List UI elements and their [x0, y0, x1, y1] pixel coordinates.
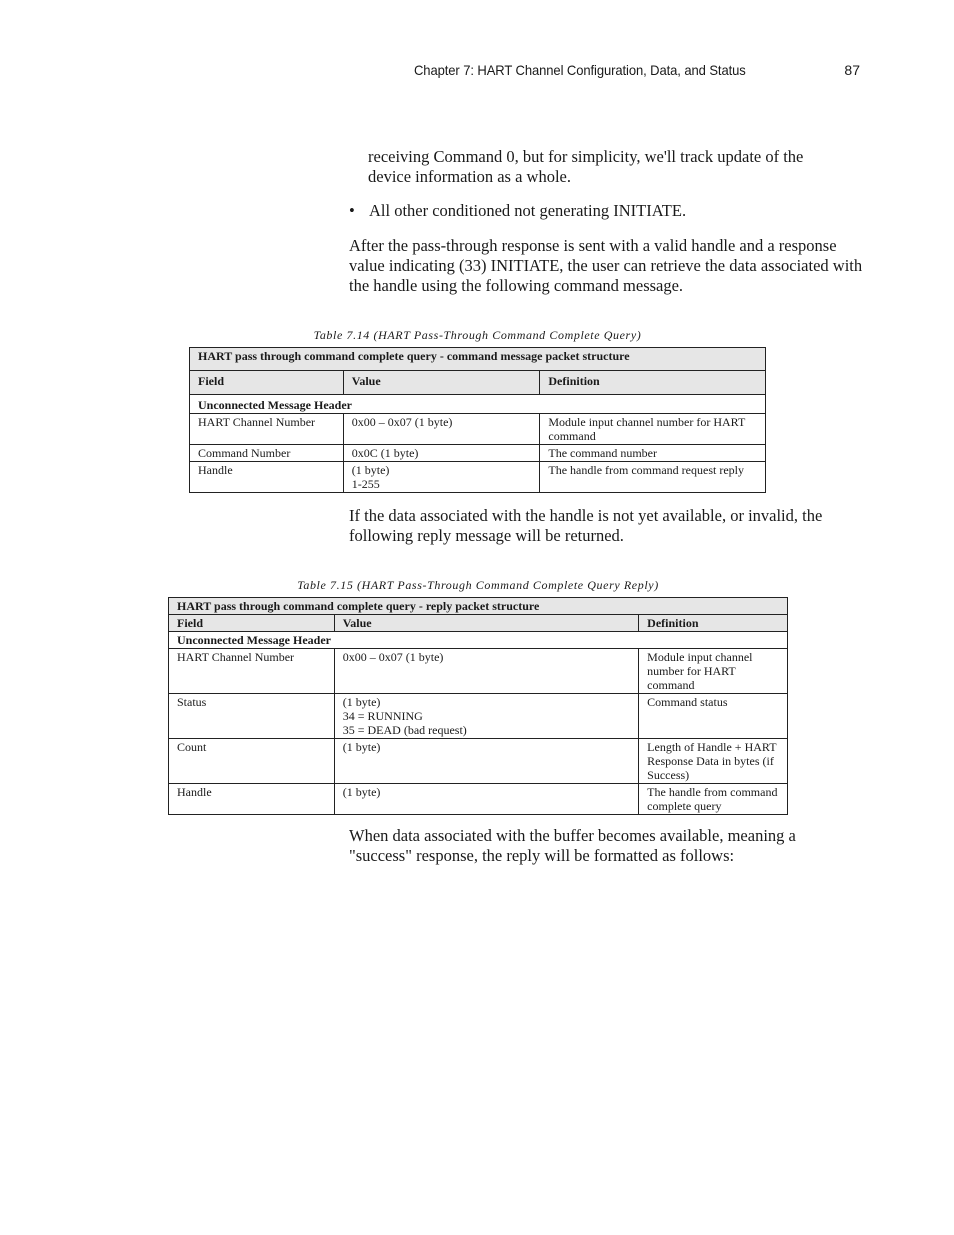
- table-title-row: [190, 348, 766, 371]
- paragraph-success: When data associated with the buffer becomes available, meaning a "success" response, the reply will be formatted as follows:: [349, 826, 796, 865]
- table-caption: Table 7.14 (HART Pass-Through Command Complete Query): [313, 328, 642, 342]
- definition-cell: Module input channel number for HART command: [639, 649, 788, 694]
- field-cell: Handle: [169, 784, 335, 815]
- field-cell: Command Number: [190, 445, 344, 462]
- paragraph-not-available: If the data associated with the handle is not yet available, or invalid, the following reply message will be returned.: [349, 506, 823, 545]
- column-header: Definition: [639, 615, 788, 632]
- definition-cell: The handle from command complete query: [639, 784, 788, 815]
- column-header: Field: [169, 615, 335, 632]
- table-header-row: [169, 615, 788, 632]
- definition-cell: Length of Handle + HART Response Data in bytes (if Success): [639, 739, 788, 784]
- table-row: [169, 784, 788, 815]
- field-cell: Handle: [190, 462, 344, 493]
- table-row: [169, 649, 788, 694]
- table-row: [169, 739, 788, 784]
- column-header: Value: [334, 615, 638, 632]
- column-header: Field: [190, 371, 344, 395]
- value-cell: (1 byte) 34 = RUNNING 35 = DEAD (bad request): [334, 694, 638, 739]
- table-title: HART pass through command complete query - command message packet structure: [190, 348, 766, 371]
- section-label: Unconnected Message Header: [169, 632, 788, 649]
- command-message-table: [189, 347, 766, 493]
- table-title-row: [169, 598, 788, 615]
- definition-cell: Command status: [639, 694, 788, 739]
- table-row: [169, 694, 788, 739]
- field-cell: HART Channel Number: [169, 649, 335, 694]
- definition-cell: Module input channel number for HART command: [540, 414, 766, 445]
- chapter-title: Chapter 7: HART Channel Configuration, Data, and Status: [414, 62, 746, 78]
- section-row: [169, 632, 788, 649]
- table-caption: Table 7.15 (HART Pass-Through Command Complete Query Reply): [297, 578, 659, 592]
- field-cell: Status: [169, 694, 335, 739]
- section-label: Unconnected Message Header: [190, 395, 766, 414]
- paragraph-pass-through: After the pass-through response is sent with a valid handle and a response value indicating (33) INITIATE, the user can retrieve the data associated with the handle using the following command message.: [349, 236, 863, 295]
- running-header: [414, 62, 860, 82]
- value-cell: 0x00 – 0x07 (1 byte): [334, 649, 638, 694]
- column-header: Definition: [540, 371, 766, 395]
- table-header-row: [190, 371, 766, 395]
- paragraph-continued: receiving Command 0, but for simplicity, we'll track update of the device information as a whole.: [368, 147, 804, 186]
- field-cell: HART Channel Number: [190, 414, 344, 445]
- table-row: [190, 462, 766, 493]
- definition-cell: The command number: [540, 445, 766, 462]
- bullet-item: [349, 201, 849, 221]
- value-cell: (1 byte): [334, 784, 638, 815]
- bullet-marker: •: [349, 201, 355, 220]
- section-row: [190, 395, 766, 414]
- value-cell: (1 byte) 1-255: [343, 462, 540, 493]
- table-row: [190, 414, 766, 445]
- page-number: 87: [844, 62, 860, 78]
- definition-cell: The handle from command request reply: [540, 462, 766, 493]
- bullet-text: All other conditioned not generating INITIATE.: [369, 201, 687, 220]
- value-cell: (1 byte): [334, 739, 638, 784]
- value-cell: 0x00 – 0x07 (1 byte): [343, 414, 540, 445]
- reply-message-table: [168, 597, 788, 815]
- table-row: [190, 445, 766, 462]
- column-header: Value: [343, 371, 540, 395]
- table-title: HART pass through command complete query - reply packet structure: [169, 598, 788, 615]
- value-cell: 0x0C (1 byte): [343, 445, 540, 462]
- field-cell: Count: [169, 739, 335, 784]
